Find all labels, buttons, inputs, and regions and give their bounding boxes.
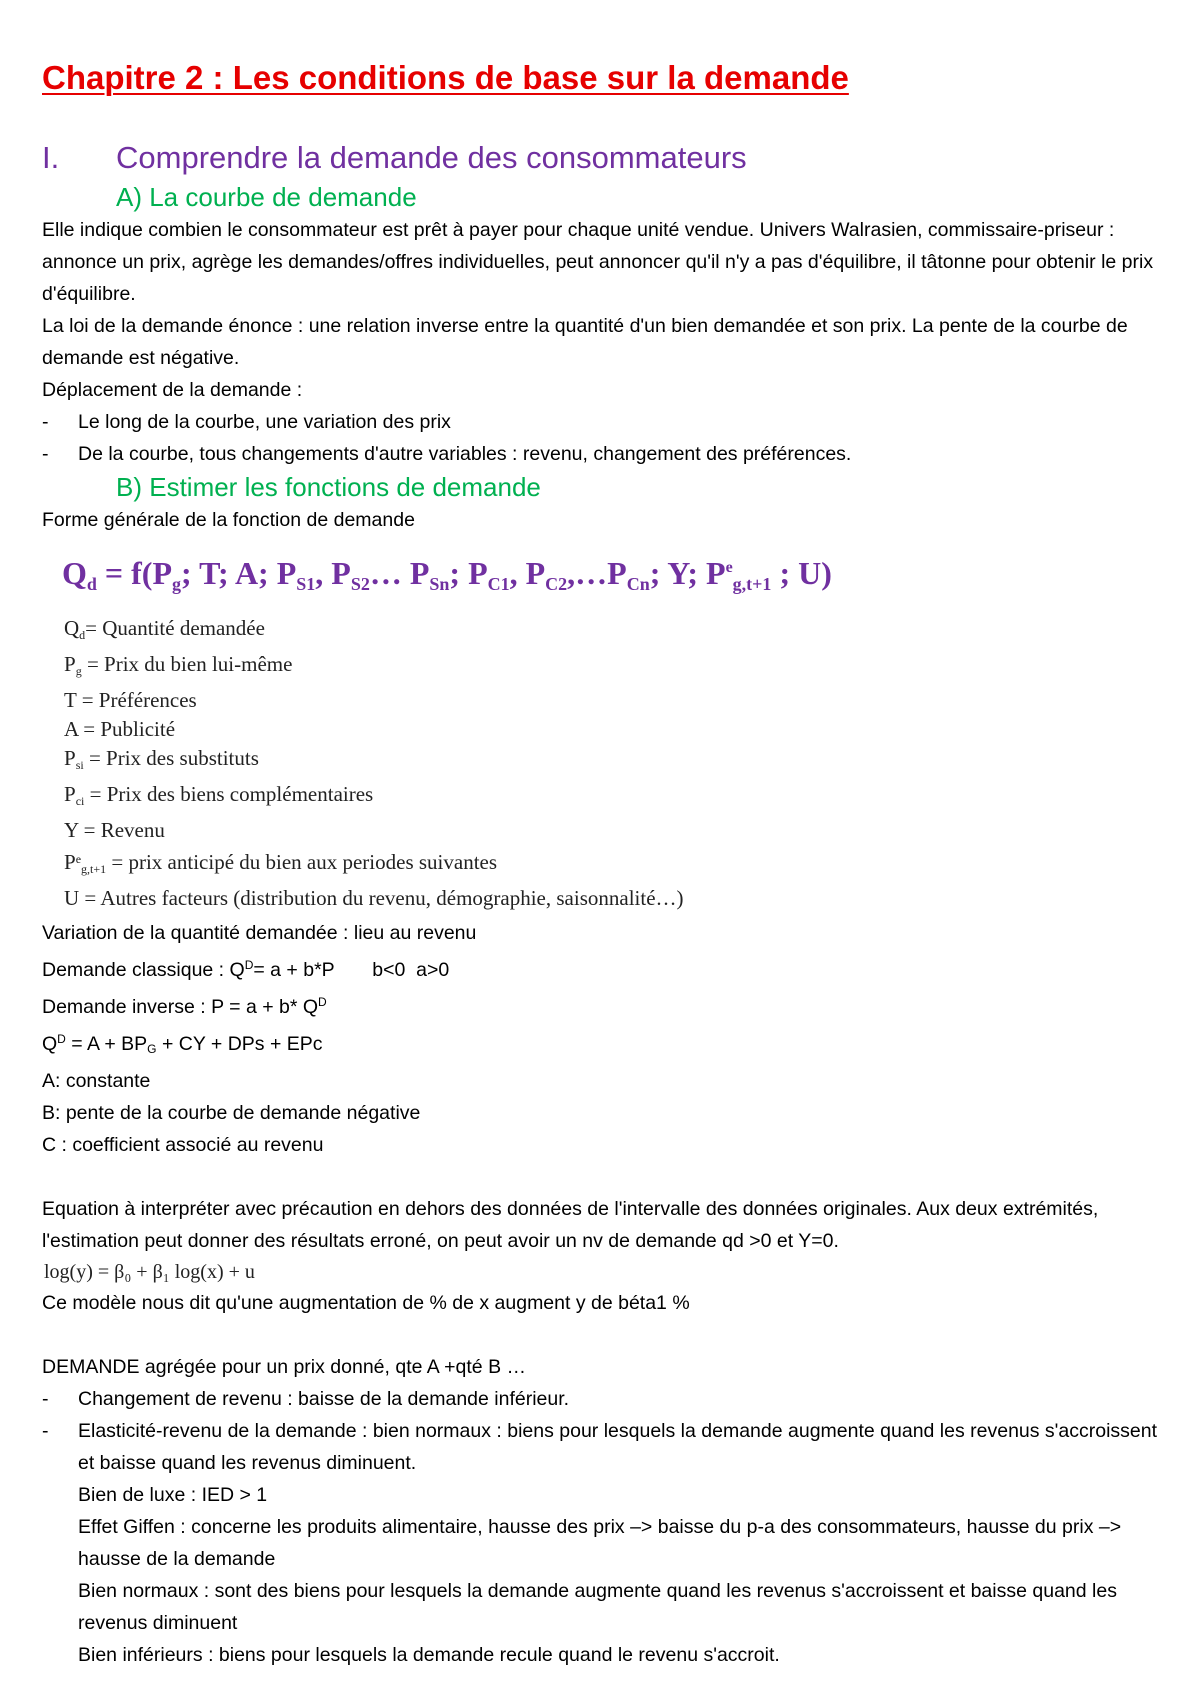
legend-item: $P_{ci}$ = Prix des biens complémentaires (64, 782, 374, 808)
list-item: - Le long de la courbe, une variation des prix (42, 411, 451, 433)
log-equation: log(y) = β₀ + β₁ log(x) + u (44, 1261, 255, 1283)
legend-item: $P^e_{g,t+1}$ = prix anticipé du bien aux periodes suivantes (64, 850, 498, 876)
line-bien-luxe: Bien de luxe : IED > 1 (78, 1484, 268, 1506)
section-number: I. (42, 140, 60, 175)
paragraph-forme: Forme générale de la fonction de demande (42, 509, 415, 531)
paragraph-walras: Elle indique combien le consommateur est prêt à payer pour chaque unité vendue. Univers Walrasien, commissaire-priseur : annonce un prix, agrège les demandes/offres individuelles, peut annoncer qu'il n'y a pas d'équilibre, il tâtonne pour obtenir le prix d'équilibre. (42, 219, 1154, 305)
section-heading (42, 138, 1158, 178)
line-bien-normaux: Bien normaux : sont des biens pour lesquels la demande augmente quand les revenus s'accroissent et baisse quand les revenus diminuent (78, 1580, 1117, 1634)
line-demande-inverse: Demande inverse : P = a + b* $Q^D$ (42, 995, 327, 1018)
line-effet-giffen: Effet Giffen : concerne les produits alimentaire, hausse des prix –> baisse du p-a des consommateurs, hausse du prix –> hausse de la demande (78, 1516, 1122, 1570)
legend-item: $P_g$ = Prix du bien lui-même (64, 652, 293, 678)
line-equation-q: $Q^D = A + BP_G$ + CY + DPs + EPc (42, 1032, 323, 1056)
legend-item: Y = Revenu (64, 818, 165, 842)
paragraph-deplacement: Déplacement de la demande : (42, 379, 303, 401)
chapter-title: Chapitre 2 : Les conditions de base sur la demande (42, 59, 849, 96)
line-b-def: B: pente de la courbe de demande négative (42, 1102, 421, 1124)
list-item: - Changement de revenu : baisse de la demande inférieur. (42, 1388, 570, 1410)
line-demande-classique: Demande classique : $Q^D= a + b*P$ b<0 a>0 (42, 958, 450, 981)
subsection-a-heading: A) La courbe de demande (116, 182, 417, 212)
legend-item: $Q_d=$ Quantité demandée (64, 616, 265, 642)
paragraph-loi-demande: La loi de la demande énonce : une relation inverse entre la quantité d'un bien demandée et son prix. La pente de la courbe de demande est négative. (42, 315, 1128, 369)
legend-item: A = Publicité (64, 717, 176, 741)
list-item: - De la courbe, tous changements d'autre variables : revenu, changement des préférences. (42, 443, 852, 465)
section-title: Comprendre la demande des consommateurs (116, 140, 747, 175)
paragraph-precaution: Equation à interpréter avec précaution en dehors des données de l'intervalle des données originales. Aux deux extrémités, l'estimation peut donner des résultats erroné, on peut avoir un nv de demande qd >0 et Y=0. (42, 1198, 1099, 1252)
revenue-list (42, 1383, 1158, 1479)
line-variation: Variation de la quantité demandée : lieu au revenu (42, 922, 477, 944)
line-c-def: C : coefficient associé au revenu (42, 1134, 324, 1156)
legend-item: T = Préférences (64, 688, 197, 712)
list-item: - Elasticité-revenu de la demande : bien normaux : biens pour lesquels la demande augmente quand les revenus s'accroissent et baisse quand les revenus diminuent. (42, 1420, 1158, 1474)
line-bien-inferieurs: Bien inférieurs : biens pour lesquels la demande recule quand le revenu s'accroit. (78, 1644, 780, 1666)
demand-function-formula: $Q_d = f(P_g$; T; A; $P_{S1}$, $P_{S2}\dots$ $P_{Sn}$; $P_{C1}$, $P_{C2},\dots P_{Cn}$; Y; $P^e_{g,t+1}$ ; U) (62, 555, 832, 594)
legend-item: $P_{si}$ = Prix des substituts (64, 746, 259, 772)
document-page (42, 58, 1158, 1671)
paragraph-modele: Ce modèle nous dit qu'une augmentation de % de x augment y de béta1 % (42, 1292, 690, 1314)
subsection-b-heading: B) Estimer les fonctions de demande (116, 472, 541, 502)
legend-item: U = Autres facteurs (distribution du revenu, démographie, saisonnalité…) (64, 886, 684, 910)
deplacement-list (42, 406, 1158, 470)
formula-legend (64, 614, 1158, 913)
line-a-def: A: constante (42, 1070, 151, 1092)
paragraph-agregee: DEMANDE agrégée pour un prix donné, qte A +qté B … (42, 1356, 526, 1378)
